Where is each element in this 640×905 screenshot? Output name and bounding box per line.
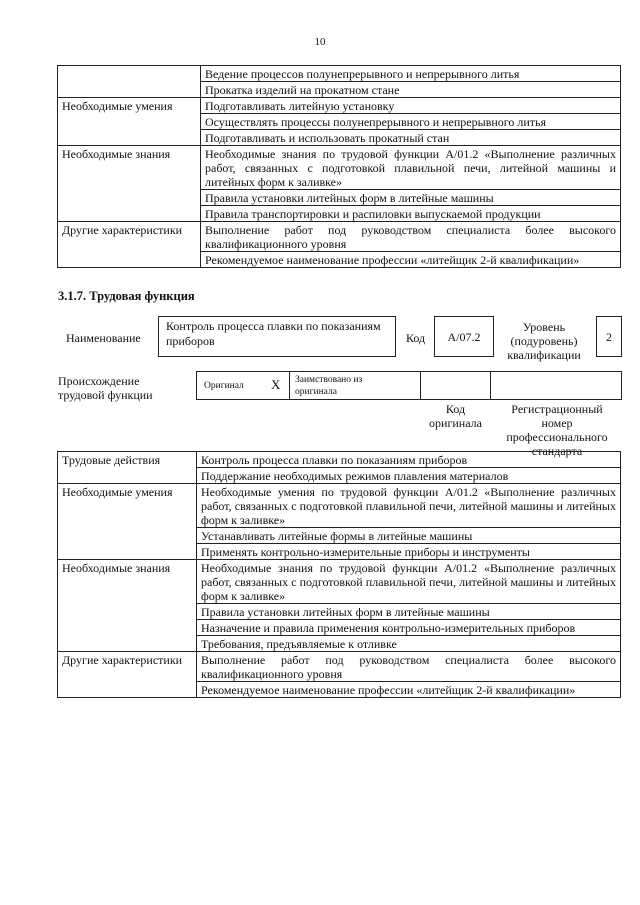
requirement-item: Рекомендуемое наименование профессии «литейщик 2-й квалификации»	[201, 252, 621, 268]
name-value-box	[158, 316, 396, 357]
level-value-box	[596, 316, 622, 357]
requirement-item: Правила транспортировки и распиловки выпускаемой продукции	[201, 206, 621, 222]
original-label: Оригинал	[204, 381, 244, 391]
requirement-item: Выполнение работ под руководством специалиста более высокого квалификационного уровня	[197, 652, 621, 682]
requirement-item: Необходимые знания по трудовой функции А/01.2 «Выполнение различных работ, связанных с подготовкой плавильной печи, литейной машины и литейных форм к заливке»	[197, 560, 621, 604]
origin-label: Происхождение трудовой функции	[58, 374, 153, 402]
code-value: А/07.2	[447, 330, 481, 344]
level-label: Уровень (подуровень) квалификации	[507, 320, 581, 362]
requirement-item: Необходимые умения по трудовой функции А/01.2 «Выполнение различных работ, связанных с подготовкой плавильной печи, литейной машины и литейных форм к заливке»	[197, 484, 621, 528]
table-row	[58, 652, 621, 682]
reg-number-caption: Регистрационный номер профессионального стандарта	[506, 402, 608, 458]
row-label	[58, 66, 201, 98]
level-value: 2	[606, 330, 612, 344]
name-label: Наименование	[66, 331, 141, 345]
requirement-item: Правила установки литейных форм в литейные машины	[201, 190, 621, 206]
row-label: Необходимые знания	[58, 560, 197, 652]
row-label: Необходимые умения	[58, 484, 197, 560]
row-label: Другие характеристики	[58, 652, 197, 698]
borrowed-label: Заимствовано из оригинала	[295, 375, 363, 397]
table-row	[58, 452, 621, 468]
requirement-item: Осуществлять процессы полунепрерывного и непрерывного литья	[201, 114, 621, 130]
requirement-item: Рекомендуемое наименование профессии «литейщик 2-й квалификации»	[197, 682, 621, 698]
requirement-item: Устанавливать литейные формы в литейные машины	[197, 528, 621, 544]
requirement-item: Поддержание необходимых режимов плавления материалов	[197, 468, 621, 484]
competency-table-2	[57, 451, 621, 698]
requirement-item: Правила установки литейных форм в литейные машины	[197, 604, 621, 620]
requirement-item: Требования, предъявляемые к отливке	[197, 636, 621, 652]
page-number: 10	[314, 36, 326, 48]
borrowed-cell	[289, 371, 421, 400]
original-cell	[196, 371, 290, 400]
code-value-box	[434, 316, 494, 357]
reg-number-cell	[490, 371, 622, 400]
row-label: Необходимые умения	[58, 98, 201, 146]
requirement-item: Контроль процесса плавки по показаниям приборов	[197, 452, 621, 468]
original-mark: X	[271, 377, 281, 392]
table-row	[58, 560, 621, 604]
table-row	[58, 98, 621, 114]
competency-table-1	[57, 65, 621, 268]
requirement-item: Назначение и правила применения контрольно-измерительных приборов	[197, 620, 621, 636]
code-label: Код	[406, 331, 426, 345]
row-label: Необходимые знания	[58, 146, 201, 222]
requirement-item: Ведение процессов полунепрерывного и непрерывного литья	[201, 66, 621, 82]
row-label: Другие характеристики	[58, 222, 201, 268]
requirement-item: Необходимые знания по трудовой функции А/01.2 «Выполнение различных работ, связанных с подготовкой плавильной печи, литейной машины и литейных форм к заливке»	[201, 146, 621, 190]
table-row	[58, 146, 621, 190]
section-title: 3.1.7. Трудовая функция	[58, 289, 195, 303]
name-value: Контроль процесса плавки по показаниям приборов	[166, 319, 381, 348]
table-row	[58, 484, 621, 528]
requirement-item: Применять контрольно-измерительные приборы и инструменты	[197, 544, 621, 560]
row-label: Трудовые действия	[58, 452, 197, 484]
requirement-item: Прокатка изделий на прокатном стане	[201, 82, 621, 98]
code-original-cell	[420, 371, 491, 400]
table-row	[58, 66, 621, 82]
requirement-item: Подготавливать и использовать прокатный стан	[201, 130, 621, 146]
requirement-item: Выполнение работ под руководством специалиста более высокого квалификационного уровня	[201, 222, 621, 252]
table-row	[58, 222, 621, 252]
requirement-item: Подготавливать литейную установку	[201, 98, 621, 114]
code-original-caption: Код оригинала	[429, 402, 482, 430]
